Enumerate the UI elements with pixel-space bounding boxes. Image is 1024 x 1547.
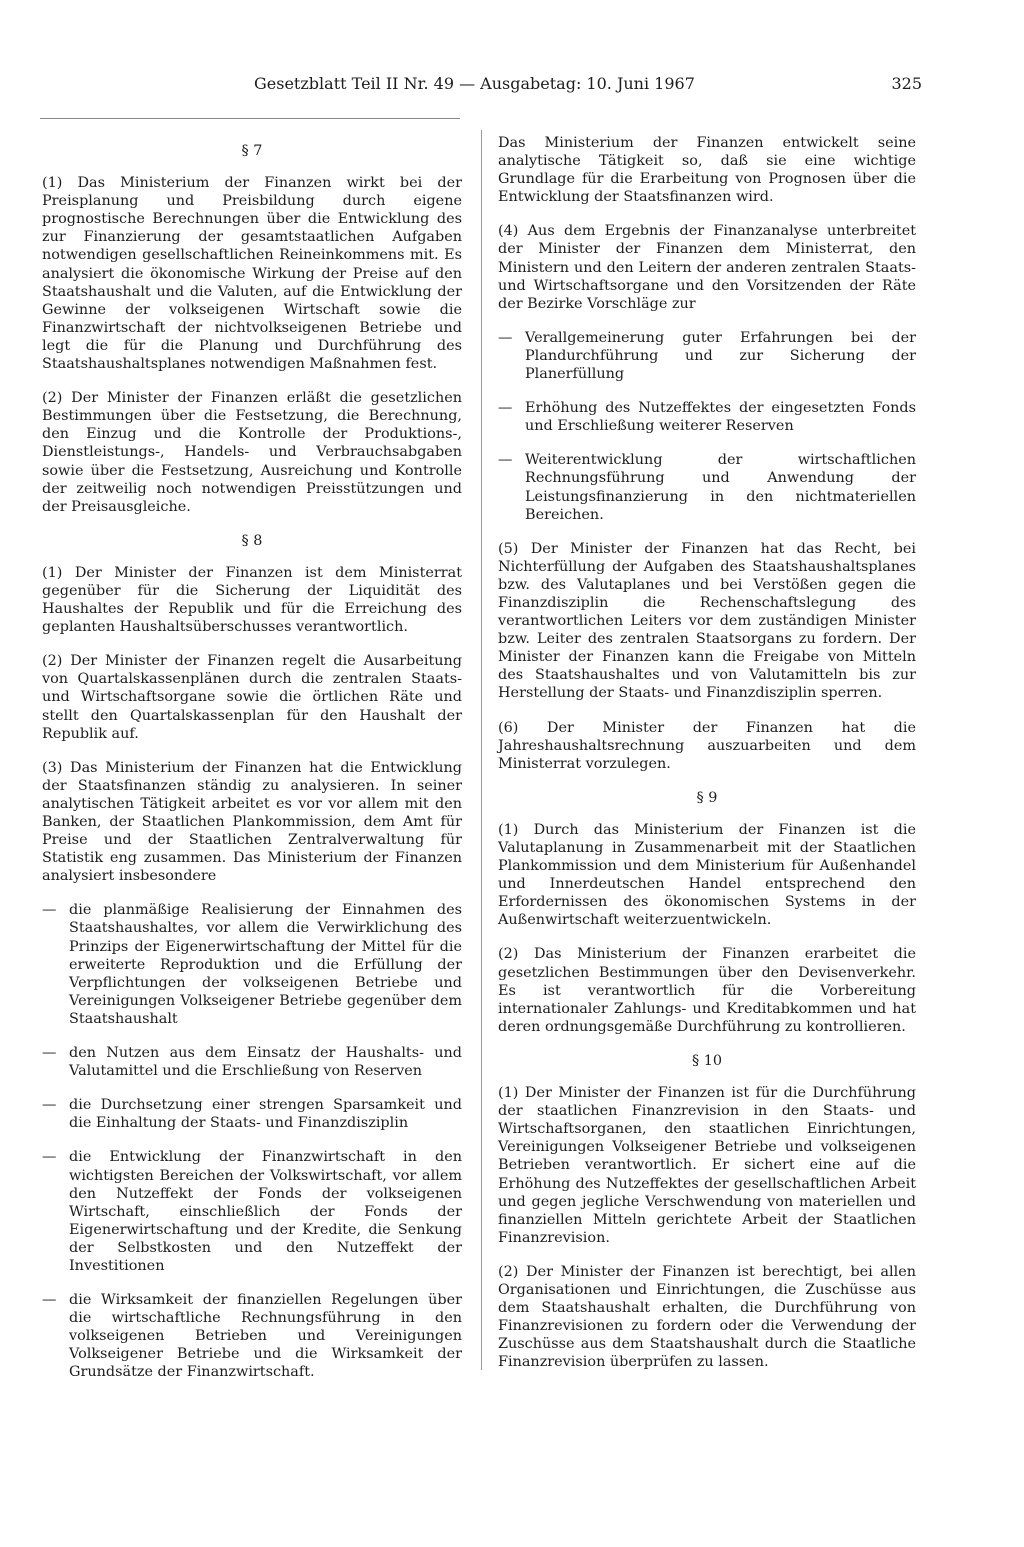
page-number: 325 bbox=[891, 74, 922, 93]
list-item-text: die planmäßige Realisierung der Einnahmen des Staatshaushaltes, vor allem die Verwirklichung des Prinzips der Eigenerwirtschaftung der Mittel für die erweiterte Reproduktion und die Erfüllung der Verpflichtungen der volkseigenen Betriebe und Vereinigungen Volkseigener Betriebe gegenüber dem Staatshaushalt bbox=[69, 902, 462, 1027]
list-item bbox=[42, 1044, 462, 1080]
paragraph: (2) Der Minister der Finanzen ist berechtigt, bei allen Organisationen und Einrichtungen, die Zuschüsse aus dem Staatshaushalt erhalten, die Durchführung von Finanzrevisionen zu fordern oder die Verwendung der Zuschüsse aus dem Staatshaushalt durch die Staatliche Finanzrevision überprüfen zu lassen. bbox=[498, 1263, 916, 1371]
section-heading-7: § 7 bbox=[241, 143, 263, 159]
list-item bbox=[498, 399, 916, 435]
page-header bbox=[254, 74, 922, 100]
dash-mark: — bbox=[42, 1292, 57, 1309]
section-heading-8: § 8 bbox=[241, 532, 263, 549]
dash-mark: — bbox=[42, 1149, 57, 1166]
dash-mark: — bbox=[42, 1045, 57, 1062]
list-item bbox=[42, 901, 462, 1028]
paragraph: (1) Durch das Ministerium der Finanzen ist die Valutaplanung in Zusammenarbeit mit der Staatlichen Plankommission und dem Ministerium für Außenhandel und Innerdeutschen Handel entsprechend den Erfordernissen des ökonomischen Systems in der Außenwirtschaft weiterzuentwickeln. bbox=[498, 821, 916, 929]
section-heading-9: § 9 bbox=[696, 789, 718, 806]
list-item bbox=[498, 451, 916, 523]
list-item-text: die Entwicklung der Finanzwirtschaft in den wichtigsten Bereichen der Volkswirtschaft, vor allem den Nutzeffekt der Fonds der volkseigenen Wirtschaft, einschließlich der Fonds der Eigenerwirtschaftung und der Kredite, die Senkung der Selbstkosten und den Nutzeffekt der Investitionen bbox=[69, 1149, 462, 1274]
paragraph: (1) Der Minister der Finanzen ist für die Durchführung der staatlichen Finanzrevision in den Staats- und Wirtschaftsorganen, den staatlichen Einrichtungen, Vereinigungen Volkseigener Betriebe und volkseigenen Betrieben verantwortlich. Er sichert eine auf die Erhöhung des Nutzeffektes der gesellschaftlichen Arbeit und gegen jegliche Verschwendung von materiellen und finanziellen Mitteln gerichtete Arbeit der Staatlichen Finanzrevision. bbox=[498, 1085, 916, 1246]
list-item-text: Erhöhung des Nutzeffektes der eingesetzten Fonds und Erschließung weiterer Reserven bbox=[525, 400, 916, 435]
dash-mark: — bbox=[42, 1097, 57, 1114]
header-rule bbox=[40, 118, 460, 119]
dash-mark: — bbox=[498, 452, 513, 469]
paragraph: (1) Das Ministerium der Finanzen wirkt bei der Preisplanung und Preisbildung durch eigene prognostische Berechnungen über die Entwicklung des zur Finanzierung der gesamtstaatlichen Aufgaben notwendigen gesellschaftlichen Reineinkommens mit. Es analysiert die ökonomische Wirkung der Preise auf den Staatshaushalt und die Valuten, auf die Entwicklung der Gewinne der volkseigenen Wirtschaft sowie die Finanzwirtschaft der nichtvolkseigenen Betriebe und legt die für die Planung und Durchführung des Staatshaushaltsplanes notwendigen Maßnahmen fest. bbox=[42, 175, 462, 373]
section-heading-10: § 10 bbox=[691, 1052, 723, 1069]
list-item-text: die Durchsetzung einer strengen Sparsamkeit und die Einhaltung der Staats- und Finanzdisziplin bbox=[69, 1097, 462, 1132]
paragraph: (2) Der Minister der Finanzen regelt die Ausarbeitung von Quartalskassenplänen durch die zentralen Staats- und Wirtschaftsorgane sowie die örtlichen Räte und stellt den Quartalskassenplan für den Haushalt der Republik auf. bbox=[42, 653, 462, 742]
paragraph: (2) Das Ministerium der Finanzen erarbeitet die gesetzlichen Bestimmungen über den Devisenverkehr. Es ist verantwortlich für die Vorbereitung internationaler Zahlungs- und Kreditabkommen und hat deren ordnungsgemäße Durchführung zu kontrollieren. bbox=[498, 946, 916, 1035]
list-item-text: die Wirksamkeit der finanziellen Regelungen über die wirtschaftliche Rechnungsführung in den volkseigenen Betrieben und Vereinigungen Volkseigener Betriebe und die Wirksamkeit der Grundsätze der Finanzwirtschaft. bbox=[69, 1292, 462, 1381]
dash-mark: — bbox=[42, 902, 57, 919]
list-item-text: den Nutzen aus dem Einsatz der Haushalts- und Valutamittel und die Erschließung von Reserven bbox=[69, 1045, 462, 1080]
paragraph: (2) Der Minister der Finanzen erläßt die gesetzlichen Bestimmungen über die Festsetzung, die Berechnung, den Einzug und die Kontrolle der Produktions-, Dienstleistungs-, Handels- und Verbrauchsabgaben sowie über die Festsetzung, Ausreichung und Kontrolle der zeitweilig noch notwendigen Preisstützungen und der Preisausgleiche. bbox=[42, 390, 462, 515]
paragraph: (6) Der Minister der Finanzen hat die Jahreshaushaltsrechnung auszuarbeiten und dem Ministerrat vorzulegen. bbox=[498, 719, 916, 772]
list-item-text: Verallgemeinerung guter Erfahrungen bei der Plandurchführung und zur Sicherung der Planerfüllung bbox=[525, 329, 916, 383]
paragraph: (5) Der Minister der Finanzen hat das Recht, bei Nichterfüllung der Aufgaben des Staatshaushaltsplanes bzw. des Valutaplanes und bei Verstößen gegen die Finanzdisziplin die Rechenschaftslegung des verantwortlichen Leiters vor dem zuständigen Minister bzw. Leiter des zentralen Staatsorgans zu fordern. Der Minister der Finanzen kann die Freigabe von Mitteln des Staatshaushaltes und von Valutamitteln bis zur Herstellung der Staats- und Finanzdisziplin sperren. bbox=[498, 540, 916, 702]
list-item-text: Weiterentwicklung der wirtschaftlichen Rechnungsführung und Anwendung der Leistungsfinanzierung in den nichtmateriellen Bereichen. bbox=[525, 452, 916, 523]
column-separator bbox=[481, 130, 482, 1370]
paragraph: Das Ministerium der Finanzen entwickelt seine analytische Tätigkeit so, daß sie eine wichtige Grundlage für die Erarbeitung von Prognosen über die Entwicklung der Staatsfinanzen wird. bbox=[498, 135, 916, 206]
paragraph: (4) Aus dem Ergebnis der Finanzanalyse unterbreitet der Minister der Finanzen dem Ministerrat, den Ministern und den Leitern der anderen zentralen Staats- und Wirtschaftsorgane und den Vorsitzenden der Räte der Bezirke Vorschläge zur bbox=[498, 223, 916, 312]
dash-mark: — bbox=[498, 329, 513, 346]
paragraph: (3) Das Ministerium der Finanzen hat die Entwicklung der Staatsfinanzen ständig zu analysieren. In seiner analytischen Tätigkeit arbeitet es vor vor allem mit den Banken, der Staatlichen Plankommission, dem Amt für Preise und der Staatlichen Zentralverwaltung für Statistik eng zusammen. Das Ministerium der Finanzen analysiert insbesondere bbox=[42, 759, 462, 885]
right-column bbox=[498, 134, 916, 1387]
list-item bbox=[42, 1291, 462, 1381]
list-item bbox=[498, 329, 916, 383]
list-item bbox=[42, 1096, 462, 1132]
header-title: Gesetzblatt Teil II Nr. 49 — Ausgabetag: 10. Juni 1967 bbox=[254, 74, 695, 93]
left-column bbox=[42, 134, 462, 1398]
paragraph: (1) Der Minister der Finanzen ist dem Ministerrat gegenüber für die Sicherung der Liquidität des Haushaltes der Republik und für die Erreichung des geplanten Haushaltsüberschusses verantwortlich. bbox=[42, 564, 462, 636]
list-item bbox=[42, 1148, 462, 1275]
dash-mark: — bbox=[498, 400, 513, 417]
